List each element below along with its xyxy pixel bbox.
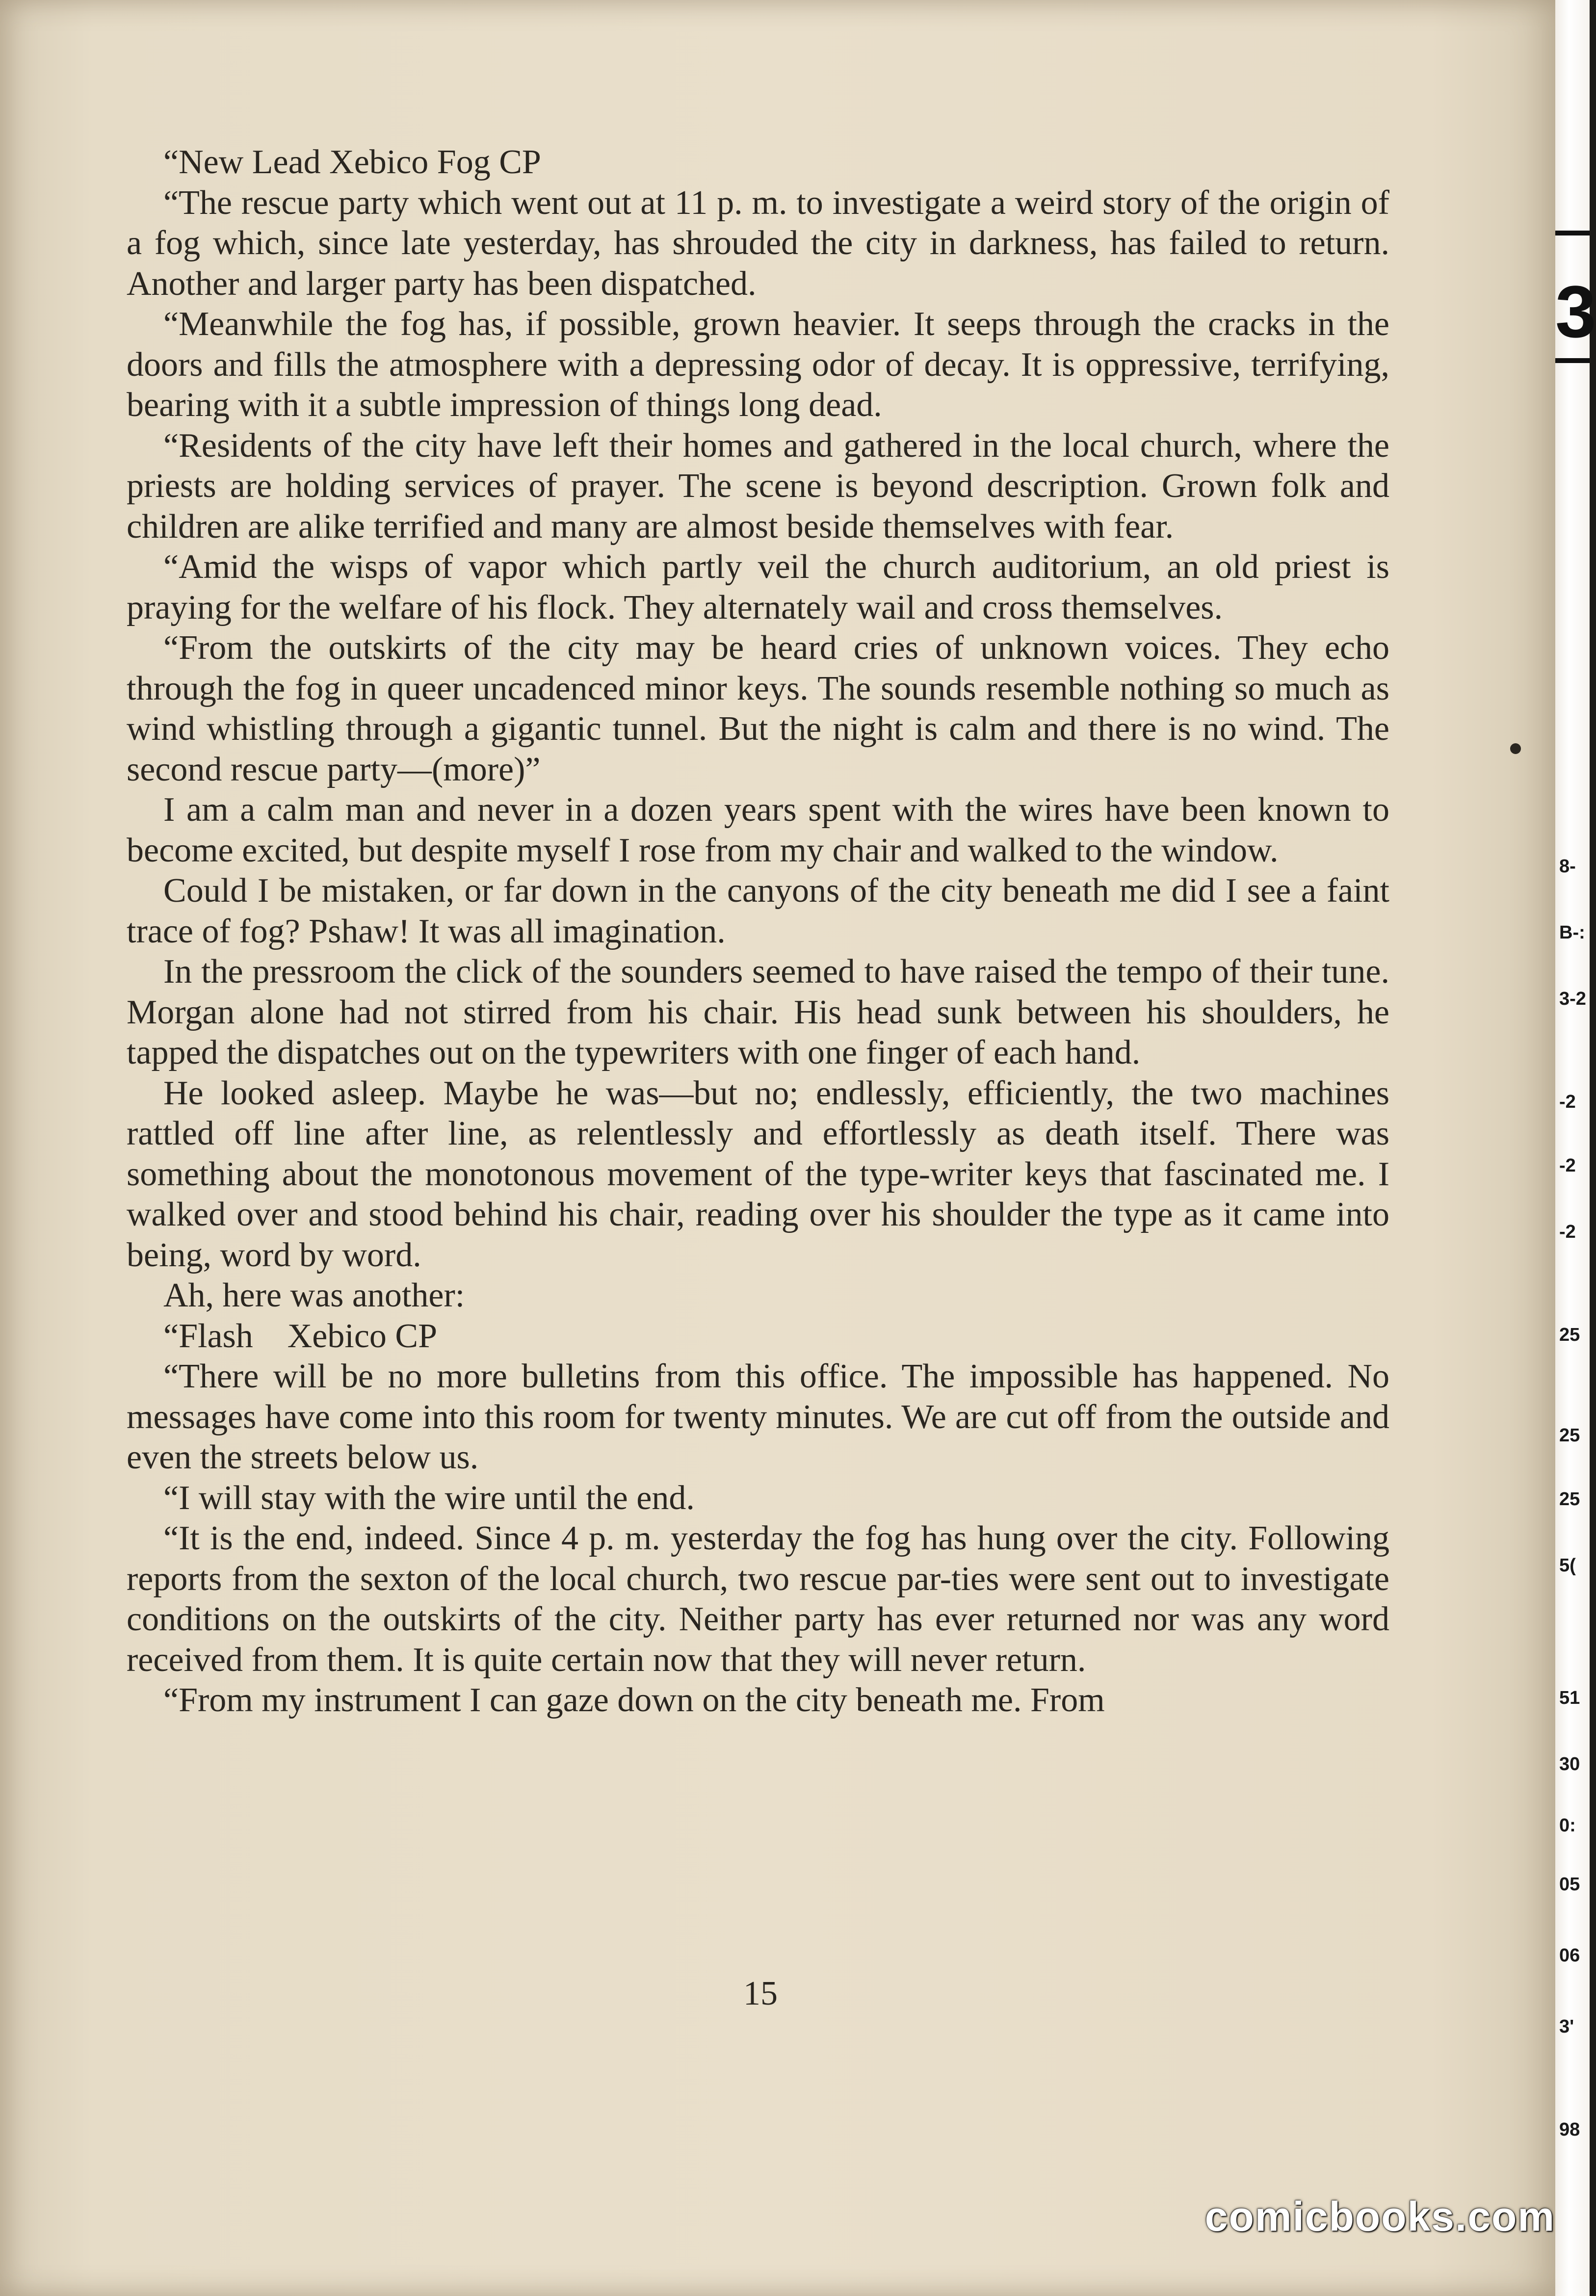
story-text	[127, 142, 1389, 1721]
paragraph: Ah, here was another:	[163, 1277, 465, 1314]
bleed-mark: 3'	[1559, 2016, 1574, 2037]
paragraph: In the pressroom the click of the sounders seemed to have raised the tempo of their tune. Morgan alone had not stirred from his chair. His head sunk between his shoulders, he tapped the dispatches out on the typewriters with one finger of each hand.	[127, 953, 1389, 1071]
paragraph: “New Lead Xebico Fog CP	[163, 143, 541, 181]
paragraph: “From my instrument I can gaze down on the city beneath me. From	[163, 1681, 1105, 1719]
bleed-mark: 51	[1559, 1688, 1580, 1708]
paragraph: “The rescue party which went out at 11 p. m. to investigate a weird story of the origin of a fog which, since late yesterday, has shrouded the city in darkness, has failed to return. Another and larger party has been dispatched.	[127, 183, 1389, 303]
bleed-mark: 30	[1559, 1754, 1580, 1774]
bleed-mark: 25	[1559, 1489, 1580, 1510]
bleed-mark: -2	[1559, 1155, 1576, 1176]
paragraph: “Meanwhile the fog has, if possible, grown heavier. It seeps through the cracks in the doors and fills the atmosphere with a depressing odor of decay. It is oppressive, terrifying, bearing with it a subtle impression of things long dead.	[127, 305, 1389, 424]
bleed-mark: 06	[1559, 1945, 1580, 1966]
bleed-mark: 98	[1559, 2119, 1580, 2140]
paragraph: “From the outskirts of the city may be heard cries of unknown voices. They echo through the fog in queer uncadenced minor keys. The sounds resemble nothing so much as wind whistling through a gigantic tunnel. But the night is calm and there is no wind. The second rescue party—(more)”	[127, 629, 1389, 788]
watermark-logo: comicbooks.com	[1204, 2193, 1555, 2240]
paragraph: “There will be no more bulletins from this office. The impossible has happened. No messages have come into this room for twenty minutes. We are cut off from the outside and even the streets below us.	[127, 1357, 1389, 1476]
bleed-mark: -2	[1559, 1092, 1576, 1112]
paragraph: “Flash Xebico CP	[163, 1317, 438, 1355]
paragraph: “It is the end, indeed. Since 4 p. m. yesterday the fog has hung over the city. Following reports from the sexton of the local church, two rescue par-ties were sent out to investigate conditions on the outskirts of the city. Neither party has ever returned nor was any word received from them. It is quite certain now that they will never return.	[127, 1519, 1389, 1679]
bleed-mark: 25	[1559, 1425, 1580, 1446]
bleed-mark: 0:	[1559, 1815, 1576, 1836]
page-number: 15	[743, 1975, 778, 2012]
bleed-mark: 8-	[1559, 856, 1576, 877]
paragraph: “I will stay with the wire until the end.	[163, 1479, 695, 1517]
paragraph: I am a calm man and never in a dozen years spent with the wires have been known to become excited, but despite myself I rose from my chair and walked to the window.	[127, 791, 1389, 869]
paragraph: He looked asleep. Maybe he was—but no; endlessly, efficiently, the two machines rattled off line after line, as relentlessly and effortlessly as death itself. There was something about the monotonous movement of the type-writer keys that fascinated me. I walked over and stood behind his chair, reading over his shoulder the type as it came into being, word by word.	[127, 1074, 1389, 1274]
bleed-dash	[1555, 358, 1590, 363]
bleed-mark: -2	[1559, 1222, 1576, 1242]
ink-dot	[1510, 743, 1521, 754]
paragraph: “Residents of the city have left their homes and gathered in the local church, where the priests are holding services of prayer. The scene is beyond description. Grown folk and children are alike terrified and many are almost beside themselves with fear.	[127, 426, 1389, 546]
bleed-mark: 25	[1559, 1325, 1580, 1345]
bleed-dash	[1555, 231, 1590, 235]
bleed-mark: 05	[1559, 1874, 1580, 1895]
paragraph: Could I be mistaken, or far down in the canyons of the city beneath me did I see a faint trace of fog? Pshaw! It was all imagination.	[127, 872, 1389, 950]
margin-bleed-strip	[1555, 0, 1596, 2296]
bleed-mark: 5(	[1559, 1555, 1576, 1576]
bleed-mark: B-:	[1559, 922, 1585, 943]
bleed-digit: 3	[1555, 270, 1596, 353]
bleed-mark: 3-2	[1559, 989, 1586, 1009]
paragraph: “Amid the wisps of vapor which partly veil the church auditorium, an old priest is praying for the welfare of his flock. They alternately wail and cross themselves.	[127, 548, 1389, 626]
